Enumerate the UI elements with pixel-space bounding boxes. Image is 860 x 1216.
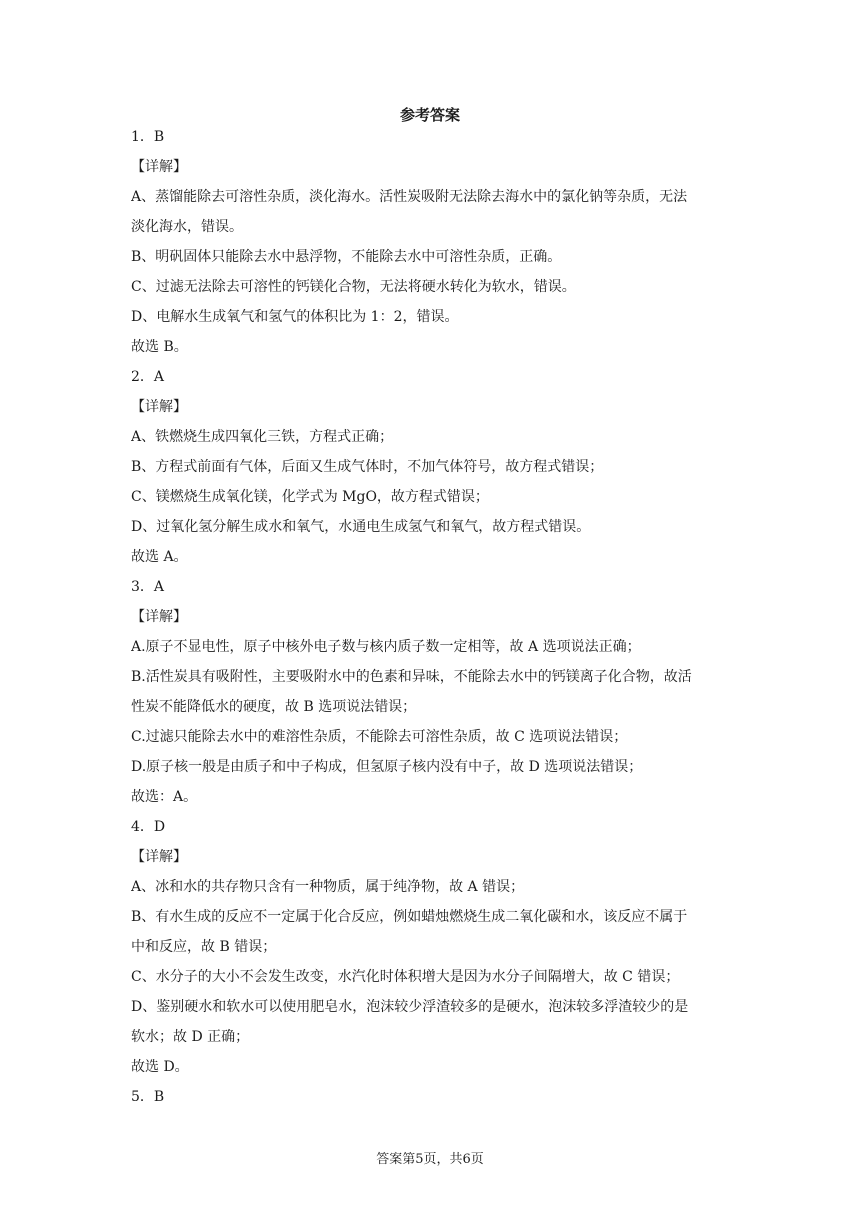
explanation-line: 软水；故 D 正确； <box>131 1029 250 1045</box>
detail-label: 【详解】 <box>131 159 187 175</box>
explanation-line: 淡化海水，错误。 <box>131 219 243 235</box>
answer-number: 4．D <box>131 819 166 835</box>
conclusion-line: 故选：A。 <box>131 789 198 805</box>
explanation-line: D、鉴别硬水和软水可以使用肥皂水，泡沫较少浮渣较多的是硬水，泡沫较多浮渣较少的是 <box>131 999 689 1015</box>
explanation-line: A、冰和水的共存物只含有一种物质，属于纯净物，故 A 错误； <box>131 879 525 895</box>
conclusion-line: 故选 A。 <box>131 549 188 565</box>
explanation-line: B、方程式前面有气体，后面又生成气体时，不加气体符号，故方程式错误； <box>131 459 604 475</box>
explanation-line: D、电解水生成氧气和氢气的体积比为 1：2，错误。 <box>131 309 459 325</box>
explanation-line: A.原子不显电性，原子中核外电子数与核内质子数一定相等，故 A 选项说法正确； <box>131 639 641 655</box>
explanation-line: C、过滤无法除去可溶性的钙镁化合物，无法将硬水转化为软水，错误。 <box>131 279 576 295</box>
conclusion-line: 故选 B。 <box>131 339 188 355</box>
answer-number: 3．A <box>131 579 165 595</box>
detail-label: 【详解】 <box>131 609 187 625</box>
answer-number: 2．A <box>131 369 165 385</box>
explanation-line: B.活性炭具有吸附性，主要吸附水中的色素和异味，不能除去水中的钙镁离子化合物，故活 <box>131 669 692 685</box>
explanation-line: C、镁燃烧生成氧化镁，化学式为 MgO，故方程式错误； <box>131 489 489 505</box>
explanation-line: B、明矾固体只能除去水中悬浮物，不能除去水中可溶性杂质，正确。 <box>131 249 562 265</box>
explanation-line: C.过滤只能除去水中的难溶性杂质，不能除去可溶性杂质，故 C 选项说法错误； <box>131 729 628 745</box>
explanation-line: D、过氧化氢分解生成水和氧气，水通电生成氢气和氧气，故方程式错误。 <box>131 519 591 535</box>
answer-number: 5．B <box>131 1089 165 1105</box>
detail-label: 【详解】 <box>131 849 187 865</box>
explanation-line: B、有水生成的反应不一定属于化合反应，例如蜡烛燃烧生成二氧化碳和水，该反应不属于 <box>131 909 688 925</box>
page-footer: 答案第5页，共6页 <box>376 1152 484 1167</box>
detail-label: 【详解】 <box>131 399 187 415</box>
explanation-line: C、水分子的大小不会发生改变，水汽化时体积增大是因为水分子间隔增大，故 C 错误； <box>131 969 680 985</box>
answer-list <box>131 122 731 1112</box>
explanation-line: D.原子核一般是由质子和中子构成，但氢原子核内没有中子，故 D 选项说法错误； <box>131 759 643 775</box>
explanation-line: A、蒸馏能除去可溶性杂质，淡化海水。活性炭吸附无法除去海水中的氯化钠等杂质，无法 <box>131 189 688 205</box>
explanation-line: 中和反应，故 B 错误； <box>131 939 277 955</box>
answer-number: 1．B <box>131 129 165 145</box>
explanation-line: 性炭不能降低水的硬度，故 B 选项说法错误； <box>131 699 417 715</box>
conclusion-line: 故选 D。 <box>131 1059 189 1075</box>
explanation-line: A、铁燃烧生成四氧化三铁，方程式正确； <box>131 429 394 445</box>
page-title: 参考答案 <box>399 106 460 124</box>
